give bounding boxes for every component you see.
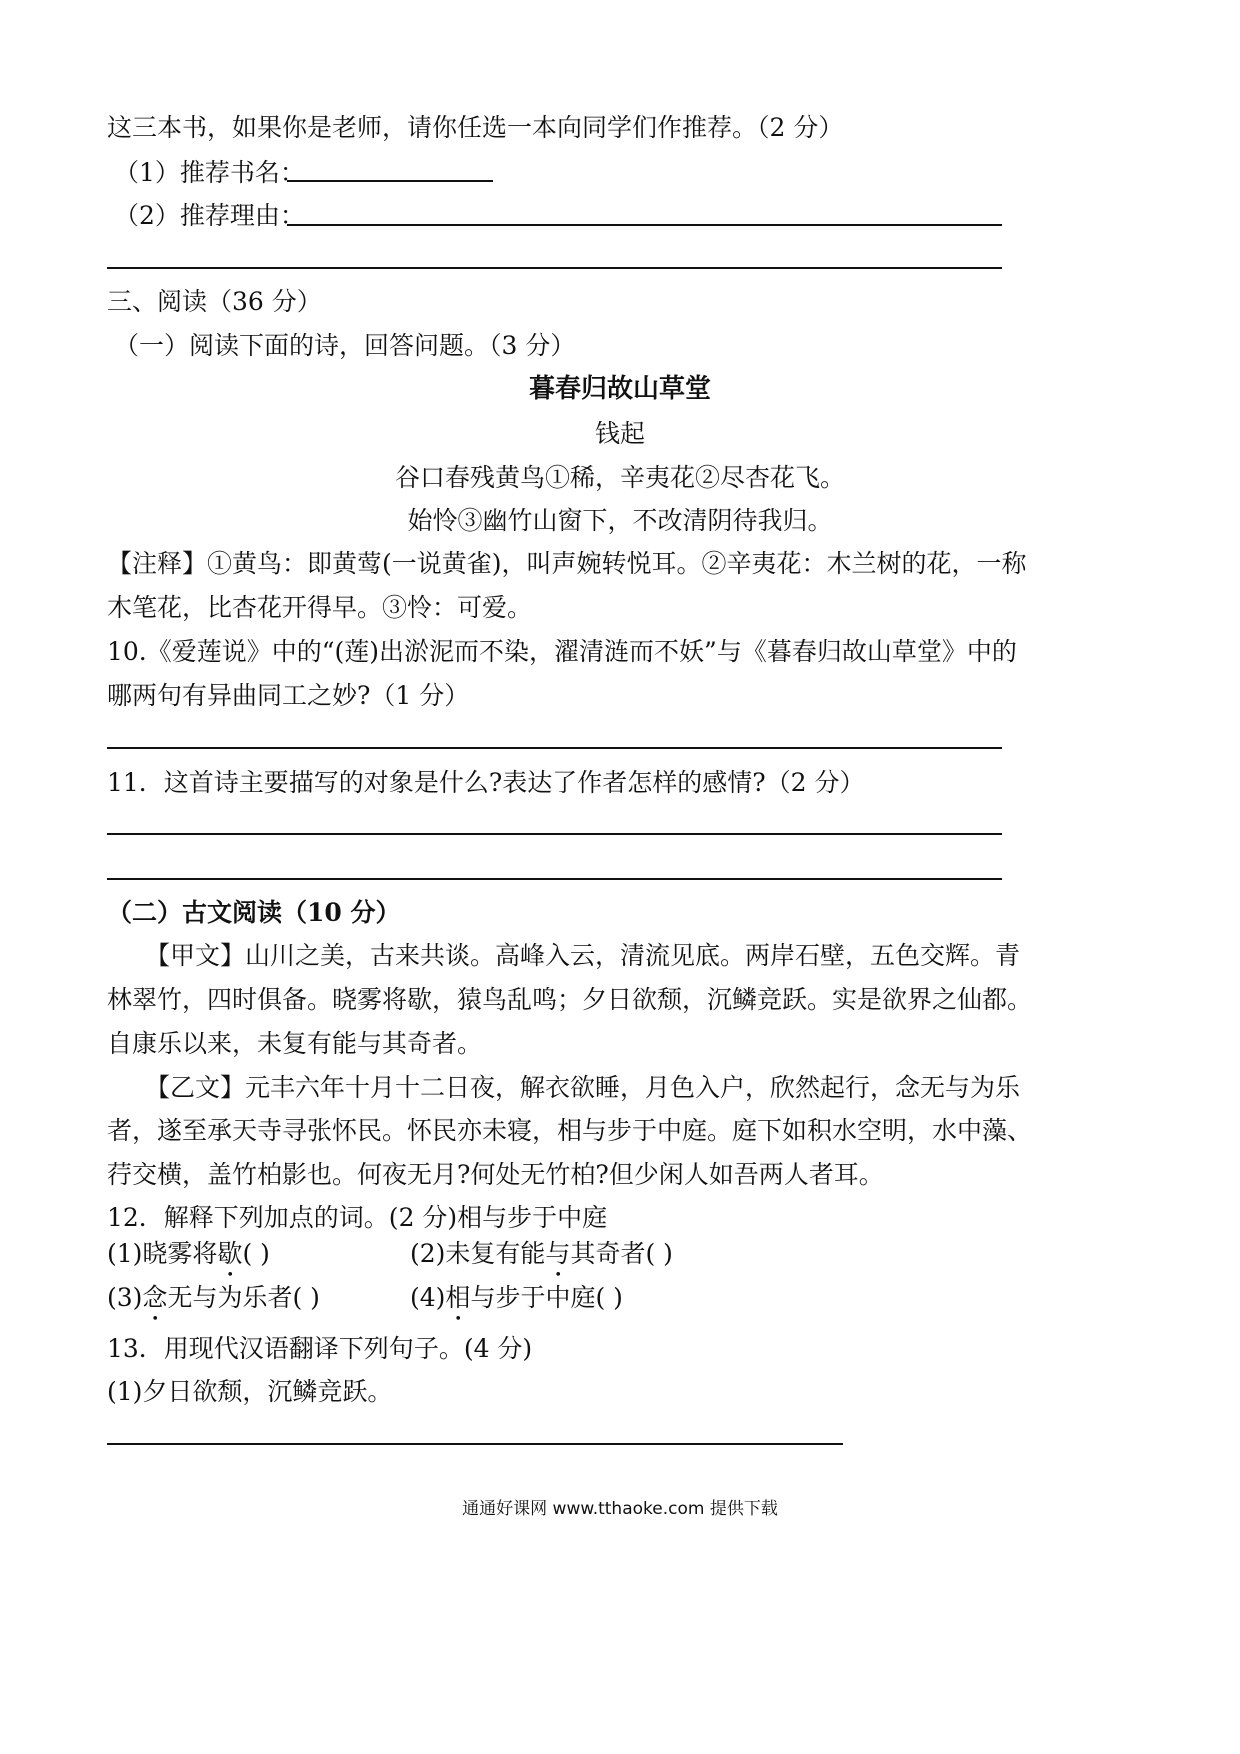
q11-answer-line-2[interactable] bbox=[107, 878, 1002, 880]
poem-line-1: 谷口春残黄鸟①稀，辛夷花②尽杏花飞。 bbox=[394, 463, 845, 492]
q12-stem: 12．解释下列加点的词。(2 分)相与步于中庭 bbox=[107, 1203, 608, 1232]
q12-item-2-blank[interactable]: 其奇者( ) bbox=[570, 1239, 673, 1268]
q12-item-3-dotted-word: 念 bbox=[142, 1283, 168, 1312]
poem-title: 暮春归故山草堂 bbox=[528, 374, 711, 404]
yi-line-3: 荇交横，盖竹柏影也。何夜无月?何处无竹柏?但少闲人如吾两人者耳。 bbox=[107, 1160, 884, 1189]
q13-item-1: (1)夕日欲颓，沉鳞竞跃。 bbox=[107, 1377, 393, 1406]
book-name-answer-line[interactable] bbox=[287, 180, 493, 182]
q12-item-1 bbox=[107, 1238, 270, 1283]
q10-answer-line[interactable] bbox=[107, 747, 1002, 749]
yi-line-2: 者，遂至承天寺寻张怀民。怀民亦未寝，相与步于中庭。庭下如积水空明，水中藻、 bbox=[107, 1116, 1033, 1145]
q12-item-1-dotted-word: 歇 bbox=[217, 1239, 243, 1268]
q12-item-4-blank[interactable]: 与步于中庭( ) bbox=[470, 1283, 623, 1312]
q12-item-2 bbox=[410, 1238, 673, 1283]
poem-author: 钱起 bbox=[594, 419, 645, 448]
notes-line-2: 木笔花，比杏花开得早。③怜：可爱。 bbox=[107, 593, 533, 622]
poem-line-2: 始怜③幽竹山窗下，不改清阴待我归。 bbox=[407, 506, 833, 535]
reason-answer-line-2[interactable] bbox=[107, 267, 1002, 269]
footer-watermark: 通通好课网 www.tthaoke.com 提供下载 bbox=[462, 1499, 778, 1519]
recommend-book-label: （1）推荐书名： bbox=[114, 158, 305, 187]
q12-item-3-blank[interactable]: 无与为乐者( ) bbox=[167, 1283, 320, 1312]
recommend-reason-label: （2）推荐理由： bbox=[114, 201, 305, 230]
q13-stem: 13．用现代汉语翻译下列句子。(4 分) bbox=[107, 1334, 533, 1363]
q11-text: 11．这首诗主要描写的对象是什么?表达了作者怎样的感情?（2 分） bbox=[107, 768, 865, 797]
q12-item-1-blank[interactable]: ( ) bbox=[242, 1239, 270, 1268]
q12-item-4-dotted-word: 相 bbox=[445, 1283, 471, 1312]
part-1-heading: （一）阅读下面的诗，回答问题。（3 分） bbox=[114, 331, 576, 360]
notes-line-1: 【注释】①黄鸟：即黄莺(一说黄雀)，叫声婉转悦耳。②辛夷花：木兰树的花，一称 bbox=[107, 549, 1027, 578]
q10-line-2: 哪两句有异曲同工之妙?（1 分） bbox=[107, 681, 470, 710]
q12-item-2-dotted-word: 与 bbox=[545, 1239, 571, 1268]
intro-text: 这三本书，如果你是老师，请你任选一本向同学们作推荐。（2 分） bbox=[107, 113, 844, 142]
yi-line-1: 【乙文】元丰六年十月十二日夜，解衣欲睡，月色入户，欣然起行，念无与为乐 bbox=[145, 1073, 1021, 1102]
q12-item-4 bbox=[410, 1282, 623, 1327]
q11-answer-line-1[interactable] bbox=[107, 833, 1002, 835]
q10-line-1: 10.《爱莲说》中的“(莲)出淤泥而不染，濯清涟而不妖”与《暮春归故山草堂》中的 bbox=[107, 637, 1017, 666]
part-2-heading: （二）古文阅读（10 分） bbox=[107, 898, 401, 927]
jia-line-1: 【甲文】山川之美，古来共谈。高峰入云，清流见底。两岸石壁，五色交辉。青 bbox=[145, 941, 1021, 970]
jia-line-2: 林翠竹，四时俱备。晓雾将歇，猿鸟乱鸣；夕日欲颓，沉鳞竞跃。实是欲界之仙都。 bbox=[107, 985, 1033, 1014]
jia-line-3: 自康乐以来，未复有能与其奇者。 bbox=[107, 1029, 483, 1058]
q12-item-3-prefix: (3) bbox=[107, 1283, 143, 1312]
section-3-heading: 三、阅读（36 分） bbox=[107, 287, 322, 316]
reason-answer-line-1[interactable] bbox=[287, 224, 1002, 226]
q12-item-3 bbox=[107, 1282, 320, 1327]
q12-item-1-prefix: (1)晓雾将 bbox=[107, 1239, 218, 1268]
q13-answer-line[interactable] bbox=[107, 1443, 843, 1445]
q12-item-2-prefix: (2)未复有能 bbox=[410, 1239, 546, 1268]
q12-item-4-prefix: (4) bbox=[410, 1283, 446, 1312]
